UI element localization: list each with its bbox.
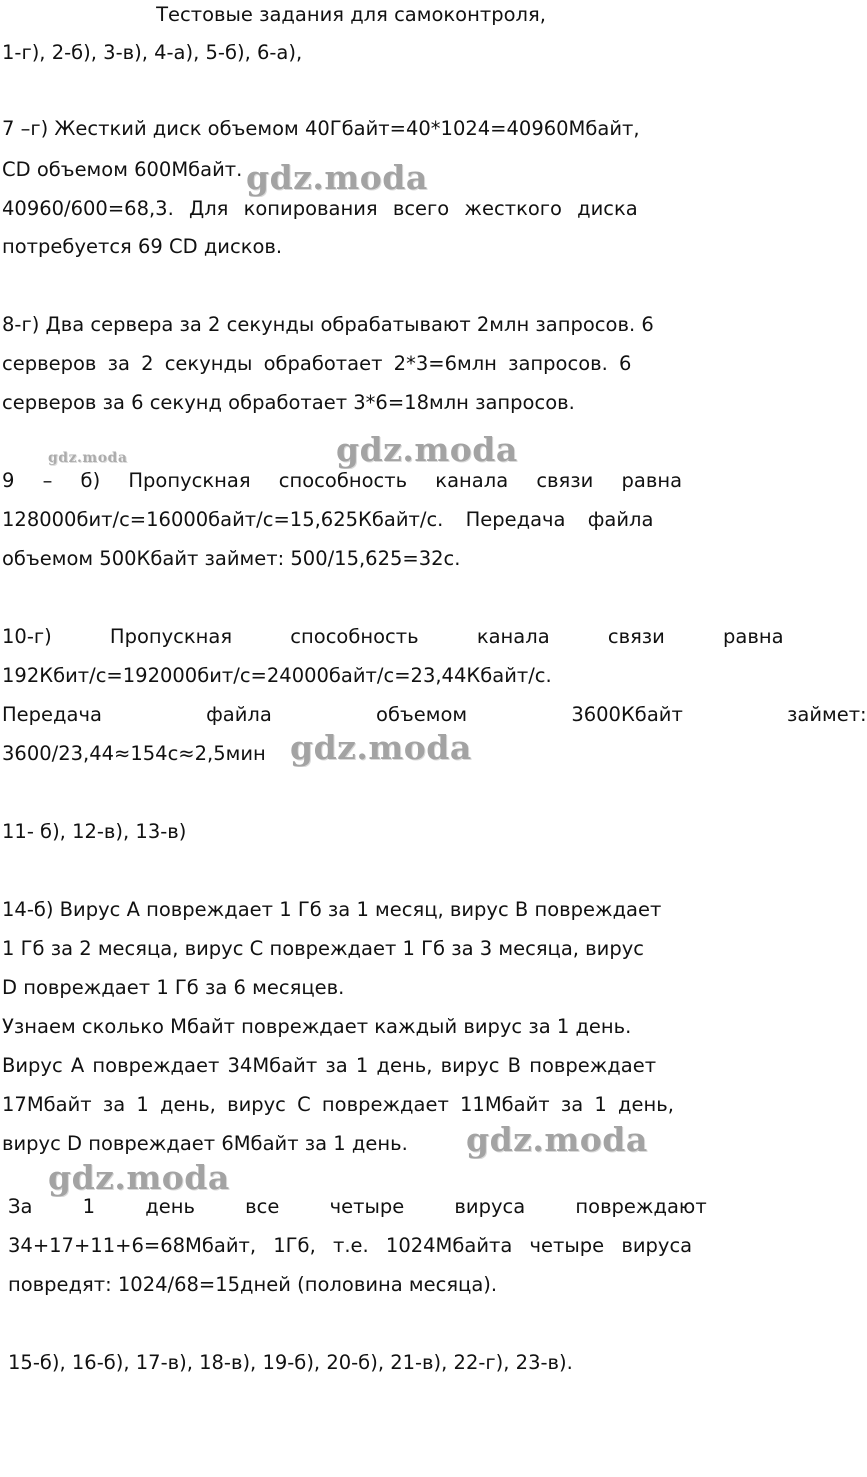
task-8-line-1: 8-г) Два сервера за 2 секунды обрабатывают 2млн запросов. 6 bbox=[2, 313, 654, 336]
task-7-line-4: потребуется 69 CD дисков. bbox=[2, 235, 283, 258]
task-14-line-5: Вирус А повреждает 34Мбайт за 1 день, вирус В повреждает bbox=[2, 1054, 657, 1077]
answers-1-6: 1-г), 2-б), 3-в), 4-а), 5-б), 6-а), bbox=[2, 41, 303, 64]
task-9-line-1: 9 – б) Пропускная способность канала связи равна bbox=[2, 469, 683, 492]
task-14-line-2: 1 Гб за 2 месяца, вирус С повреждает 1 Гб за 3 месяца, вирус bbox=[2, 937, 644, 960]
task-10-line-1: 10-г) Пропускная способность канала связи равна bbox=[2, 625, 784, 648]
task-9-line-3: объемом 500Кбайт займет: 500/15,625=32с. bbox=[2, 547, 461, 570]
task-14-line-1: 14-б) Вирус А повреждает 1 Гб за 1 месяц, вирус В повреждает bbox=[2, 898, 662, 921]
task-14-line-8: За 1 день все четыре вируса повреждают bbox=[8, 1195, 707, 1218]
task-7-line-3-text: 40960/600=68,3. Для копирования всего жесткого диска bbox=[2, 197, 638, 220]
watermark-logo: gdz.moda bbox=[336, 430, 518, 469]
task-14-line-7: вирус D повреждает 6Мбайт за 1 день. bbox=[2, 1132, 408, 1155]
task-9-line-2: 128000бит/с=16000байт/с=15,625Кбайт/с. Передача файла bbox=[2, 508, 654, 531]
answers-11-13: 11- б), 12-в), 13-в) bbox=[2, 820, 187, 843]
task-8-line-3: серверов за 6 секунд обработает 3*6=18млн запросов. bbox=[2, 391, 575, 414]
task-14-line-6: 17Мбайт за 1 день, вирус С повреждает 11Мбайт за 1 день, bbox=[2, 1093, 674, 1116]
watermark-logo-small: gdz.moda bbox=[48, 450, 128, 466]
task-10-line-2: 192Кбит/с=192000бит/с=24000байт/с=23,44Кбайт/с. bbox=[2, 664, 552, 687]
task-10-line-3: Передача файла объемом 3600Кбайт займет: bbox=[2, 703, 867, 726]
watermark-logo: gdz.moda bbox=[290, 728, 472, 767]
task-7-line-2: CD объемом 600Мбайт. bbox=[2, 158, 243, 181]
task-14-line-10: повредят: 1024/68=15дней (половина месяца). bbox=[8, 1273, 498, 1296]
answers-15-23: 15-б), 16-б), 17-в), 18-в), 19-б), 20-б), 21-в), 22-г), 23-в). bbox=[8, 1351, 573, 1374]
task-10-line-4: 3600/23,44≈154с≈2,5мин bbox=[2, 742, 266, 765]
watermark-logo: gdz.moda bbox=[48, 1158, 230, 1197]
task-14-line-9: 34+17+11+6=68Мбайт, 1Гб, т.е. 1024Мбайта четыре вируса bbox=[8, 1234, 693, 1257]
page-title: Тестовые задания для самоконтроля, bbox=[156, 3, 546, 26]
watermark-logo: gdz.moda bbox=[466, 1120, 648, 1159]
task-8-line-2: серверов за 2 секунды обработает 2*3=6млн запросов. 6 bbox=[2, 352, 632, 375]
task-14-line-3: D повреждает 1 Гб за 6 месяцев. bbox=[2, 976, 345, 999]
task-7-line-1 bbox=[2, 114, 694, 144]
task-7-line-3 bbox=[2, 194, 694, 224]
task-14-line-4: Узнаем сколько Мбайт повреждает каждый вирус за 1 день. bbox=[2, 1015, 632, 1038]
task-7-line-1-text: 7 –г) Жесткий диск объемом 40Гбайт=40*1024=40960Мбайт, bbox=[2, 117, 640, 140]
watermark-logo: gdz.moda bbox=[246, 158, 428, 197]
